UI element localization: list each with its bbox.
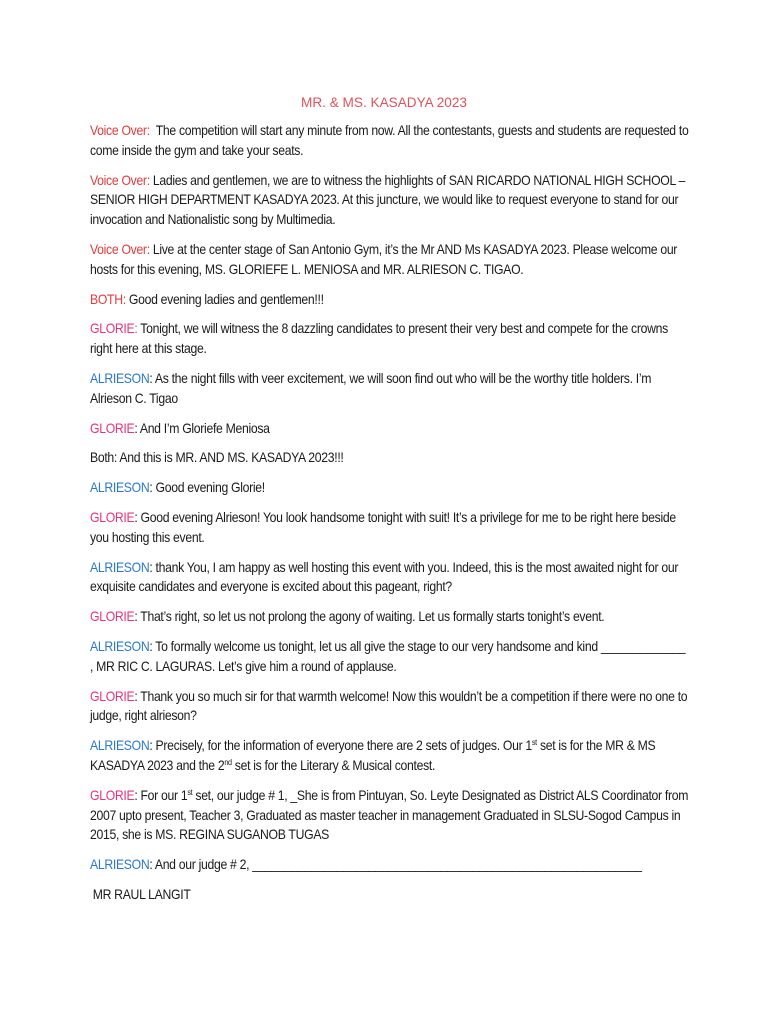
script-line bbox=[90, 121, 692, 161]
script-line bbox=[90, 855, 689, 875]
script-line bbox=[90, 419, 689, 439]
line-text: : Good evening Alrieson! You look handsome tonight with suit! It’s a privilege for me to be right here beside you hosting this event. bbox=[90, 509, 676, 545]
line-text: set is for the Literary & Musical contest. bbox=[231, 757, 436, 773]
script-line bbox=[90, 508, 689, 548]
script-line bbox=[90, 607, 689, 627]
speaker-label: BOTH: bbox=[90, 291, 126, 307]
script-line bbox=[90, 369, 689, 409]
ordinal-suffix: st bbox=[531, 738, 537, 748]
speaker-label: ALRIESON bbox=[90, 559, 150, 575]
script-line bbox=[90, 736, 689, 776]
line-text: Live at the center stage of San Antonio Gym, it’s the Mr AND Ms KASADYA 2023. Please welcome our hosts for this evening, MS. GLORIEFE L. MENIOSA and MR. ALRIESON C. TIGAO. bbox=[90, 241, 681, 277]
speaker-label: GLORIE: bbox=[90, 321, 138, 337]
line-text: : And I’m Gloriefe Meniosa bbox=[134, 420, 270, 436]
speaker-label: ALRIESON bbox=[90, 370, 150, 386]
line-text: set is for the MR & MS KASADYA 2023 and the 2 bbox=[90, 738, 656, 773]
script-line bbox=[90, 290, 689, 310]
speaker-label: ALRIESON bbox=[90, 638, 150, 654]
line-text: : thank You, I am happy as well hosting this event with you. Indeed, this is the most awaited night for our exquisite candidates and everyone is excited about this pageant, right? bbox=[90, 559, 679, 595]
speaker-label: ALRIESON bbox=[90, 480, 150, 496]
speaker-label: Voice Over: bbox=[90, 123, 150, 138]
script-line bbox=[90, 448, 689, 468]
line-text: : Good evening Glorie! bbox=[149, 480, 265, 496]
document-title: MR. & MS. KASADYA 2023 bbox=[301, 95, 467, 110]
speaker-label: GLORIE bbox=[90, 420, 135, 436]
line-text: : As the night fills with veer excitement, we will soon find out who will be the worthy title holders. I’m Alrieson C. Tigao bbox=[90, 370, 652, 406]
speaker-label: Voice Over: bbox=[90, 241, 150, 257]
line-text: : Thank you so much sir for that warmth welcome! Now this wouldn’t be a competition if there were no one to judge, right alrieson? bbox=[90, 688, 688, 724]
script-line bbox=[90, 786, 689, 845]
script-line bbox=[90, 171, 689, 230]
line-text: : Precisely, for the information of everyone there are 2 sets of judges. Our 1 bbox=[149, 738, 532, 754]
line-text: Both: And this is MR. AND MS. KASADYA 2023!!! bbox=[90, 450, 344, 466]
script-line bbox=[90, 687, 689, 727]
line-text: Tonight, we will witness the 8 dazzling candidates to present their very best and compete for the crowns right here at this stage. bbox=[90, 321, 671, 357]
line-text: MR RAUL LANGIT bbox=[92, 886, 191, 902]
speaker-label: GLORIE bbox=[90, 787, 135, 803]
script-line bbox=[90, 478, 689, 498]
line-text: set, our judge # 1, _She is from Pintuyan, So. Leyte Designated as District ALS Coordinator from 2007 upto present, Teacher 3, Graduated as master teacher in management Graduated in SLSU-Sogod Campus in 2015, she is MS. REGINA SUGANOB TUGAS bbox=[90, 787, 689, 843]
script-line bbox=[90, 885, 692, 905]
line-text: Ladies and gentlemen, we are to witness the highlights of SAN RICARDO NATIONAL HIGH SCHOOL – SENIOR HIGH DEPARTMENT KASADYA 2023. At this juncture, we would like to request everyone to stand for our invocation and Nationalistic song by Multimedia. bbox=[90, 172, 689, 228]
script-body bbox=[90, 121, 690, 915]
line-text: : That’s right, so let us not prolong the agony of waiting. Let us formally starts tonight’s event. bbox=[134, 609, 605, 625]
script-line bbox=[90, 319, 689, 359]
line-text: : For our 1 bbox=[134, 787, 188, 803]
speaker-label: GLORIE bbox=[90, 509, 135, 525]
line-text: Good evening ladies and gentlemen!!! bbox=[125, 291, 324, 307]
script-line bbox=[90, 240, 689, 280]
speaker-label: ALRIESON bbox=[90, 738, 150, 754]
ordinal-suffix: st bbox=[187, 787, 193, 797]
speaker-label: ALRIESON bbox=[90, 857, 150, 873]
line-text: The competition will start any minute from now. All the contestants, guests and students are requested to come inside the gym and take your seats. bbox=[90, 123, 692, 158]
script-line bbox=[90, 558, 689, 598]
line-text: : To formally welcome us tonight, let us all give the stage to our very handsome and kind _____________ , MR RIC C. LAGURAS. Let’s give him a round of applause. bbox=[90, 638, 686, 674]
script-line bbox=[90, 637, 689, 677]
ordinal-suffix: nd bbox=[224, 757, 232, 767]
line-text: : And our judge # 2, ____________________________________________________________ bbox=[149, 857, 642, 873]
speaker-label: GLORIE bbox=[90, 609, 135, 625]
speaker-label: GLORIE bbox=[90, 688, 135, 704]
speaker-label: Voice Over: bbox=[90, 172, 150, 188]
